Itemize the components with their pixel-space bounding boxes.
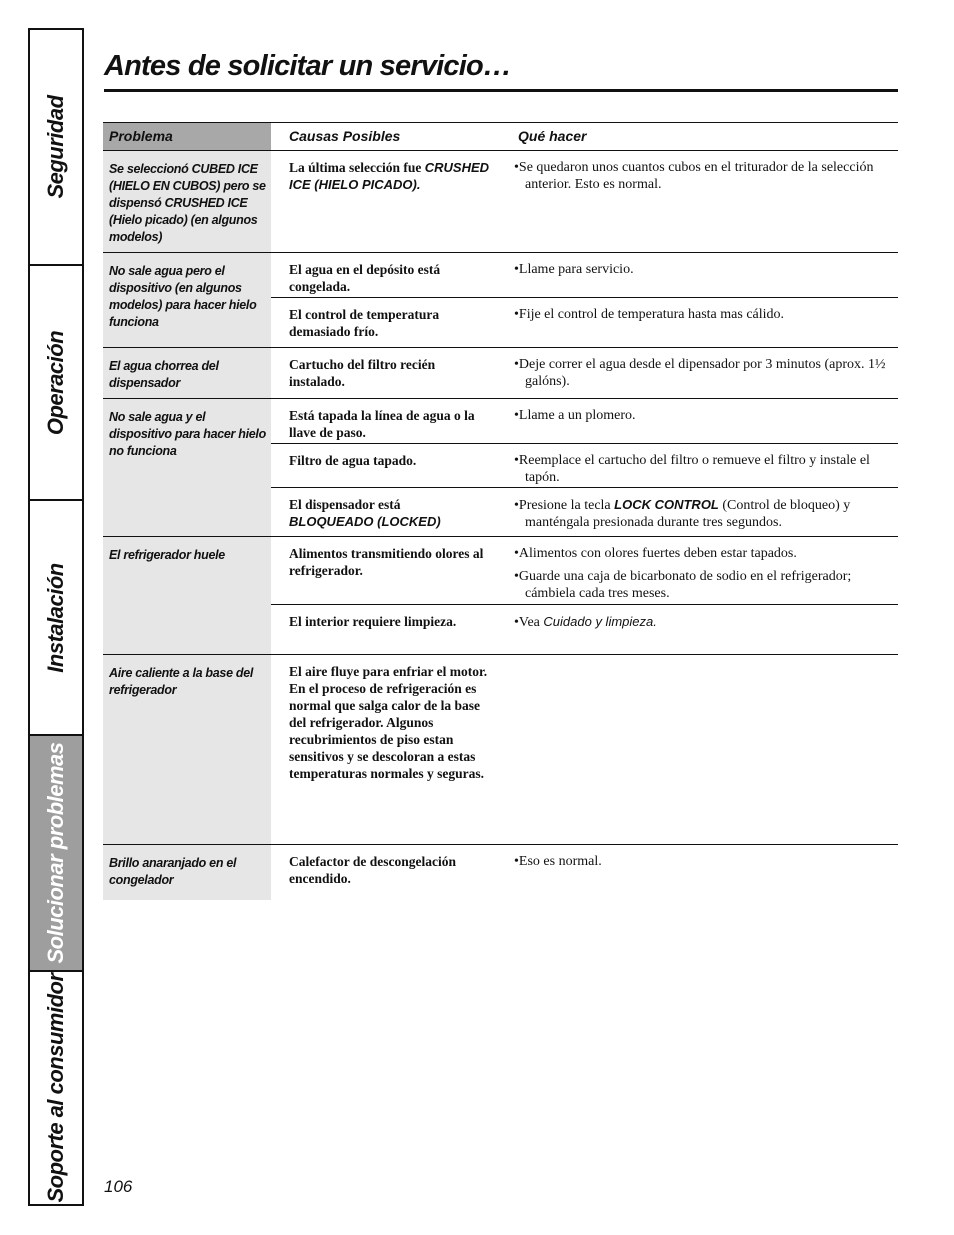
problem-cell: El refrigerador huele: [103, 537, 271, 654]
cause-cell: Está tapada la línea de agua o la llave de paso.: [289, 408, 475, 440]
action-item: •Alimentos con olores fuertes deben estar tapados.: [514, 546, 797, 561]
cause-row: [271, 151, 898, 200]
cause-row: [271, 845, 898, 894]
problem-cell: No sale agua y el dispositivo para hacer hielo no funciona: [103, 399, 271, 536]
action-item: •Reemplace el cartucho del filtro o remueve el filtro y instale el tapón.: [514, 453, 870, 485]
cause-cell: El aire fluye para enfriar el motor. En el proceso de refrigeración es normal que salga calor de la base del refrigerador. Algunos recubrimientos de piso estan sensitivos y se descoloran a estas temperaturas normales y seguras.: [289, 664, 488, 781]
table-header: [103, 122, 898, 151]
cause-emphasis: CRUSHED ICE (HIELO PICADO).: [289, 160, 490, 192]
action-text: Vea: [518, 615, 540, 630]
page-title: Antes de solicitar un servicio…: [104, 50, 512, 82]
action-emphasis: LOCK CONTROL: [614, 497, 719, 512]
cause-cell: El control de temperatura demasiado frío.: [289, 307, 440, 339]
action-text: Llame para servicio.: [518, 262, 634, 277]
tab-solucionar-problemas[interactable]: [30, 736, 82, 972]
cause-cell: El agua en el depósito está congelada.: [289, 262, 441, 294]
header-causes: Causas Posibles: [289, 128, 401, 144]
cause-row: [271, 537, 898, 604]
cause-cell: El interior requiere limpieza.: [289, 614, 457, 629]
problem-cell: Se seleccionó CUBED ICE (HIELO EN CUBOS) pero se dispensó CRUSHED ICE (Hielo picado) (en algunos modelos): [103, 151, 271, 252]
cause-row: [271, 655, 898, 789]
cause-cell: Alimentos transmitiendo olores al refrigerador.: [289, 546, 484, 578]
tab-label: Instalación: [43, 562, 68, 673]
table-row: [103, 845, 898, 900]
tab-operacion[interactable]: [30, 266, 82, 501]
cause-row: [271, 348, 898, 397]
troubleshooting-table: [103, 122, 898, 900]
action-item: •Vea Cuidado y limpieza.: [514, 614, 657, 630]
action-cell: [500, 655, 898, 789]
cause-row: [271, 399, 898, 443]
table-row: [103, 399, 898, 537]
table-row: [103, 151, 898, 253]
action-cell: [500, 444, 898, 487]
action-cell: [500, 399, 898, 443]
action-item: •Guarde una caja de bicarbonato de sodio en el refrigerador; cámbiela cada tres meses.: [514, 569, 852, 601]
cause-row: [271, 604, 898, 638]
action-cell: [500, 151, 898, 200]
action-cell: [500, 605, 898, 638]
action-cell: [500, 537, 898, 604]
section-tabs: [28, 28, 84, 1206]
action-cell: [500, 253, 898, 297]
action-item: •Llame a un plomero.: [514, 408, 636, 423]
action-text: Reemplace el cartucho del filtro o remueve el filtro y instale el tapón.: [518, 453, 870, 485]
cause-emphasis: BLOQUEADO (LOCKED): [289, 514, 441, 529]
tab-label: Operación: [43, 330, 68, 435]
cause-cell: Calefactor de descongelación encendido.: [289, 854, 456, 886]
cause-row: [271, 253, 898, 297]
cause-text: El dispensador está: [289, 497, 401, 512]
action-item: •Llame para servicio.: [514, 262, 634, 277]
title-rule: [104, 89, 898, 92]
header-problem: Problema: [103, 123, 271, 150]
action-item: •Deje correr el agua desde el dipensador por 3 minutos (aprox. 1½ galóns).: [514, 357, 886, 389]
table-row: [103, 655, 898, 845]
problem-cell: El agua chorrea del dispensador: [103, 348, 271, 398]
header-action: Qué hacer: [518, 128, 587, 144]
action-text: Fije el control de temperatura hasta mas cálido.: [518, 307, 785, 322]
cause-row: [271, 443, 898, 487]
problem-cell: Brillo anaranjado en el congelador: [103, 845, 271, 900]
cause-row: [271, 297, 898, 347]
table-row: [103, 348, 898, 399]
action-item: •Se quedaron unos cuantos cubos en el triturador de la selección anterior. Esto es normal.: [514, 160, 874, 192]
action-reference: Cuidado y limpieza.: [543, 614, 657, 629]
cause-text: La última selección fue: [289, 160, 422, 175]
action-cell: [500, 298, 898, 347]
action-text: Guarde una caja de bicarbonato de sodio en el refrigerador; cámbiela cada tres meses.: [518, 569, 852, 601]
action-cell: [500, 845, 898, 894]
tab-label: Solucionar problemas: [43, 742, 68, 964]
tab-seguridad[interactable]: [30, 30, 82, 266]
action-text: (Control de bloqueo) y manténgala presionada durante tres segundos.: [525, 498, 851, 530]
action-text: Presione la tecla: [518, 498, 611, 513]
page-number: 106: [104, 1177, 133, 1196]
cause-cell: [271, 488, 500, 538]
action-text: Alimentos con olores fuertes deben estar tapados.: [518, 546, 797, 561]
tab-soporte-consumidor[interactable]: [30, 972, 82, 1204]
problem-cell: Aire caliente a la base del refrigerador: [103, 655, 271, 844]
table-row: [103, 537, 898, 655]
cause-cell: [271, 151, 500, 200]
action-text: Llame a un plomero.: [518, 408, 636, 423]
problem-cell: No sale agua pero el dispositivo (en algunos modelos) para hacer hielo funciona: [103, 253, 271, 347]
table-row: [103, 253, 898, 348]
action-cell: [500, 348, 898, 397]
tab-instalacion[interactable]: [30, 501, 82, 736]
action-text: Eso es normal.: [518, 854, 602, 869]
tab-label: Seguridad: [43, 95, 68, 199]
action-text: Deje correr el agua desde el dipensador por 3 minutos (aprox. 1½ galóns).: [518, 357, 886, 389]
action-cell: [500, 488, 898, 538]
cause-row: [271, 487, 898, 538]
action-text: Se quedaron unos cuantos cubos en el triturador de la selección anterior. Esto es normal.: [518, 160, 874, 192]
action-item: •Eso es normal.: [514, 854, 602, 869]
tab-label: Soporte al consumidor: [43, 973, 68, 1203]
cause-cell: Filtro de agua tapado.: [289, 453, 417, 468]
action-item: •Fije el control de temperatura hasta mas cálido.: [514, 307, 785, 322]
cause-cell: Cartucho del filtro recién instalado.: [289, 357, 436, 389]
action-item: •Presione la tecla LOCK CONTROL (Control de bloqueo) y manténgala presionada durante tres segundos.: [514, 497, 851, 530]
